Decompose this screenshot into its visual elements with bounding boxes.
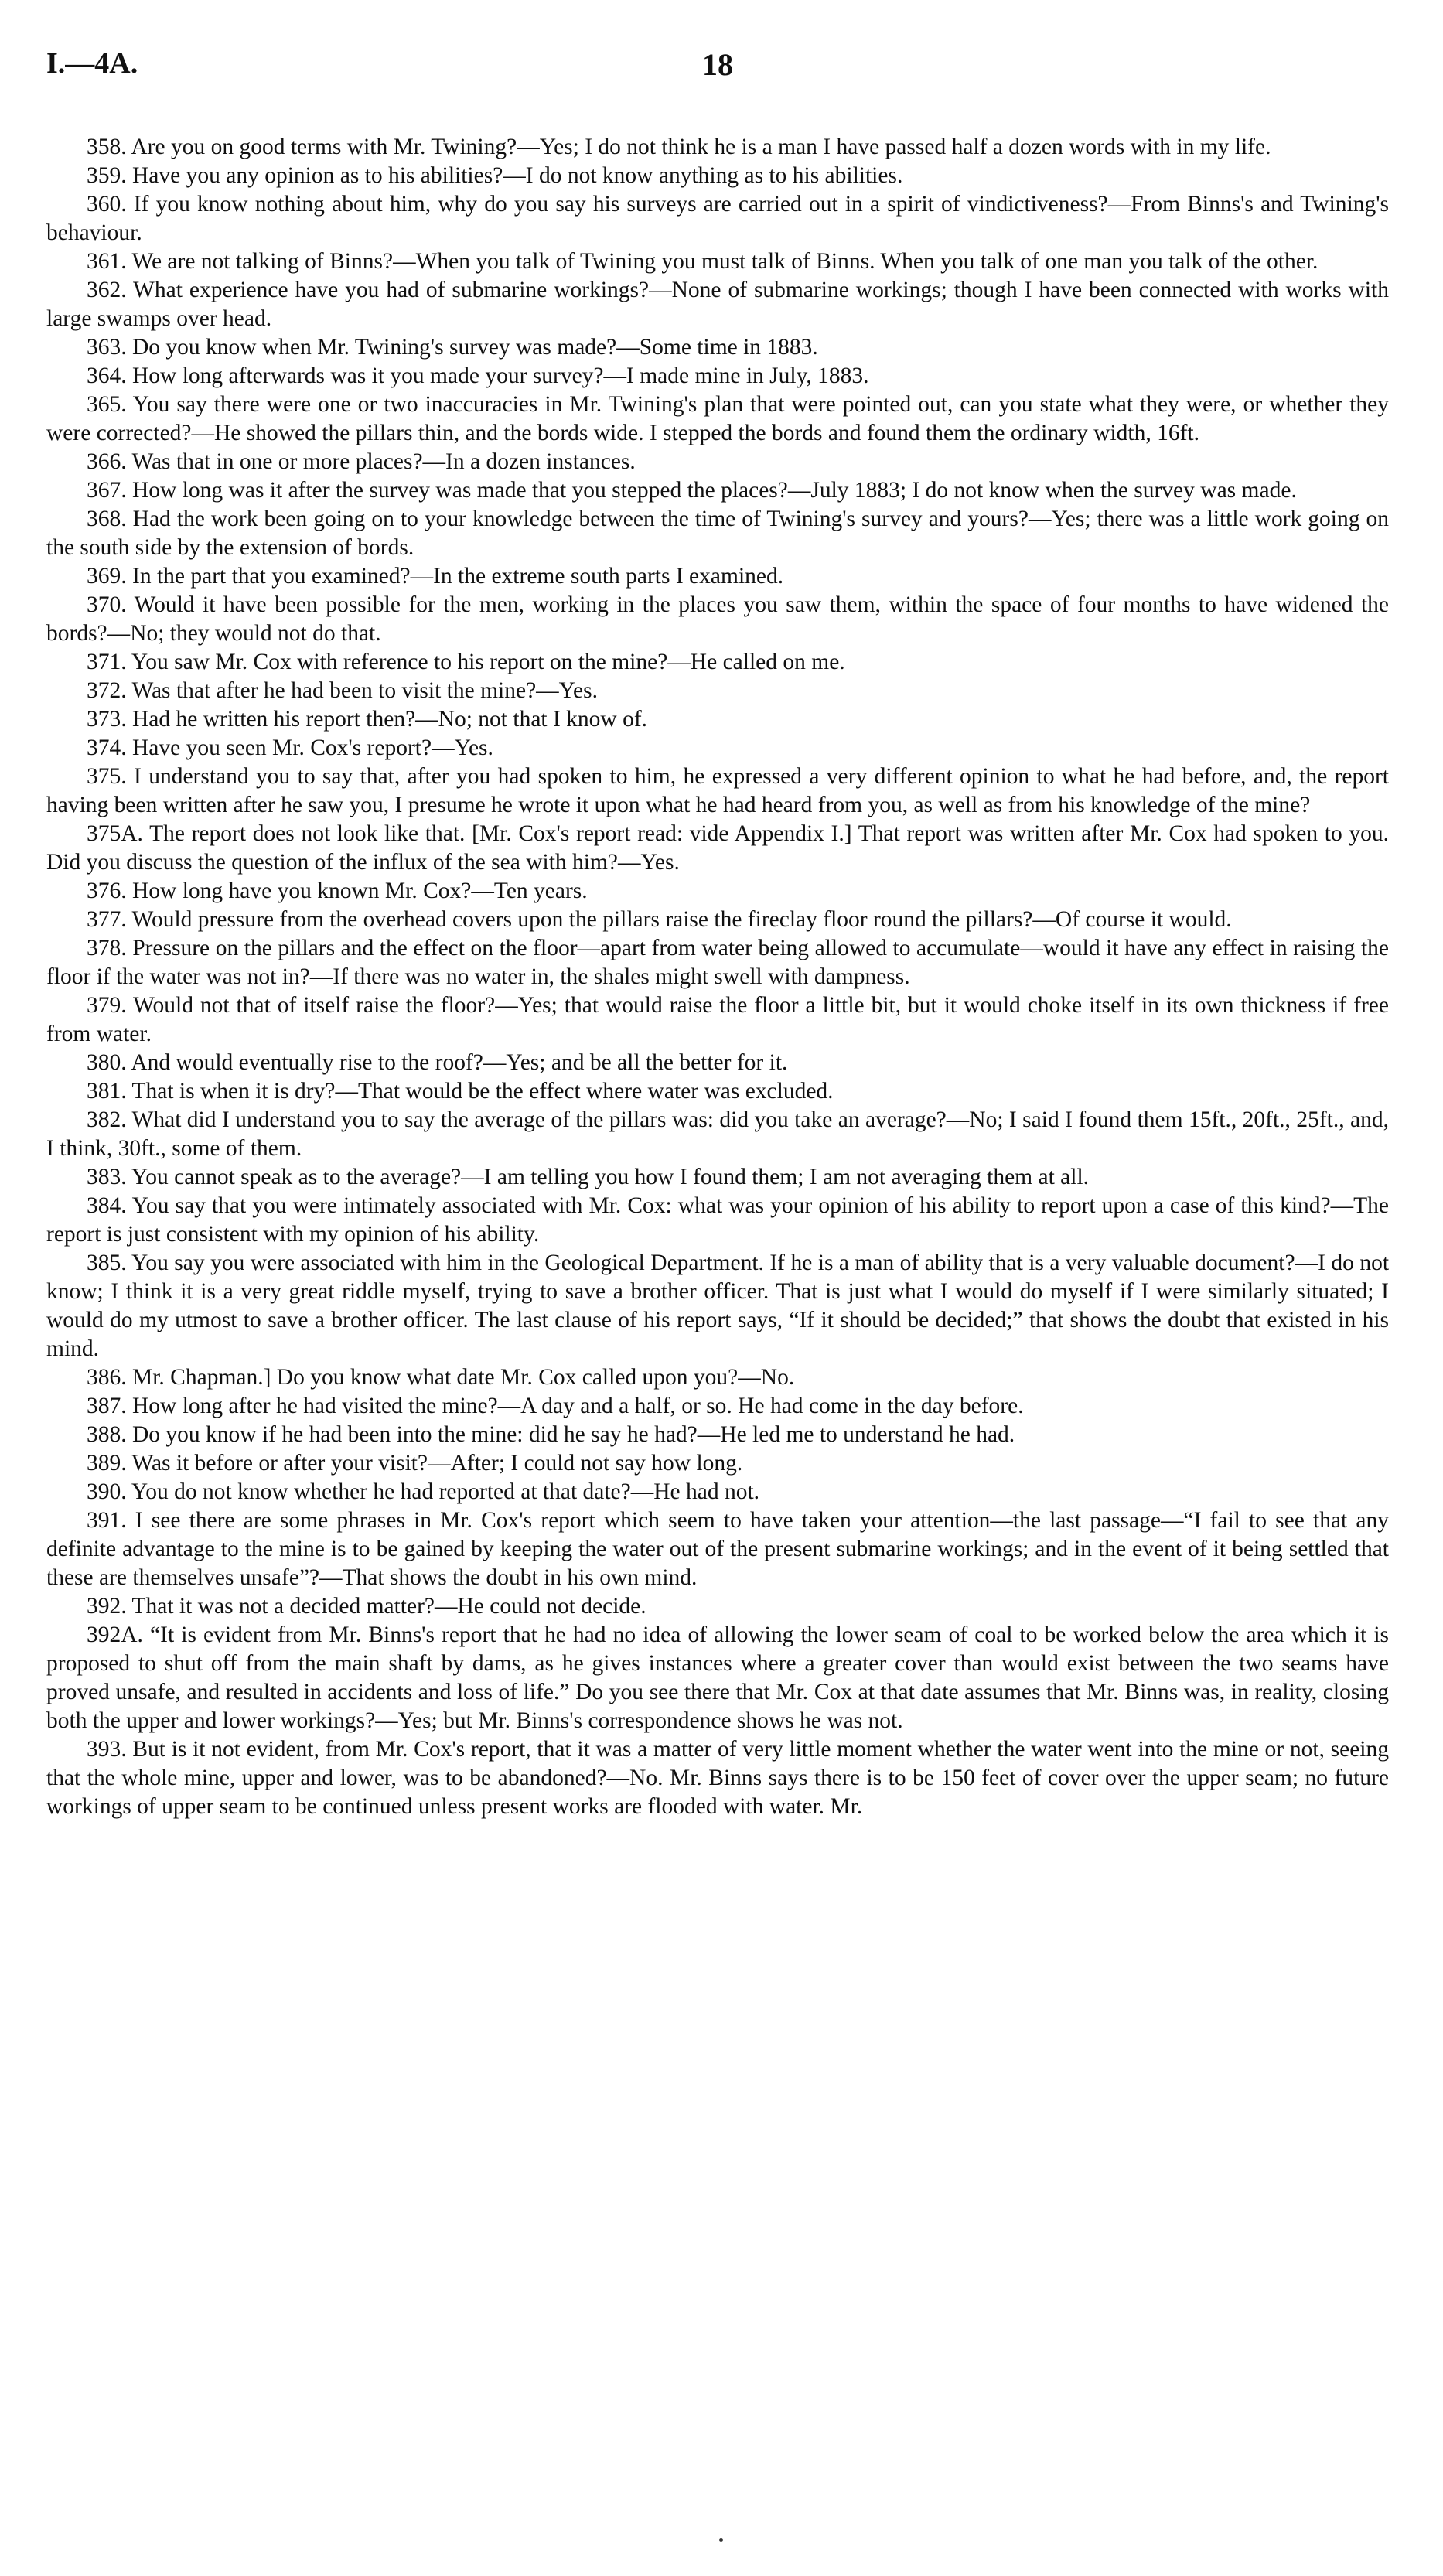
question-number: 365. xyxy=(87,392,127,417)
question-number: 380. xyxy=(87,1050,127,1075)
question-paragraph xyxy=(46,133,1389,162)
question-paragraph xyxy=(46,991,1389,1049)
question-paragraph xyxy=(46,1077,1389,1106)
question-text: You say you were associated with him in the Geological Department. If he is a man of ability that is a very valuable document?—I do not know; I think it is a very great riddle myself, trying to save a brother officer. That is just what I would do myself if I were similarly situated; I would do my utmost to save a brother officer. The last clause of his report says, “If it should be decided;” that shows the doubt that existed in his mind. xyxy=(46,1250,1390,1361)
question-number: 374. xyxy=(87,735,127,760)
question-number: 370. xyxy=(87,592,127,617)
question-number: 372. xyxy=(87,678,127,703)
question-number: 367. xyxy=(87,478,127,503)
question-paragraph xyxy=(46,391,1389,448)
question-number: 381. xyxy=(87,1079,127,1104)
question-text: I understand you to say that, after you had spoken to him, he expressed a very different opinion to what he had before, and, the report having been written after he saw you, I presume he wrote it upon what he had heard from you, as well as from his knowledge of the mine? xyxy=(46,764,1390,817)
question-paragraph xyxy=(46,1421,1389,1449)
question-number: 392. xyxy=(87,1594,127,1619)
question-number: 388. xyxy=(87,1422,127,1447)
question-number: 358. xyxy=(87,135,127,159)
question-paragraph xyxy=(46,562,1389,591)
question-paragraph xyxy=(46,1449,1389,1478)
question-paragraph xyxy=(46,1621,1389,1735)
question-number: 391. xyxy=(87,1508,127,1533)
question-paragraph xyxy=(46,1249,1389,1363)
footer-dot xyxy=(719,2538,723,2542)
question-paragraph xyxy=(46,677,1389,705)
question-text: How long have you known Mr. Cox?—Ten years. xyxy=(132,879,588,903)
question-text: What did I understand you to say the average of the pillars was: did you take an average?—No; I said I found them 15ft., 20ft., 25ft., and, I think, 30ft., some of them. xyxy=(46,1107,1389,1161)
question-paragraph xyxy=(46,1163,1389,1192)
question-paragraph xyxy=(46,1392,1389,1421)
question-number: 384. xyxy=(87,1193,127,1218)
question-text: And would eventually rise to the roof?—Yes; and be all the better for it. xyxy=(131,1050,788,1075)
question-paragraph xyxy=(46,1363,1389,1392)
question-paragraph xyxy=(46,362,1389,391)
question-text: The report does not look like that. [Mr. Cox's report read: vide Appendix I.] That report was written after Mr. Cox had spoken to you. Did you discuss the question of the influx of the sea with him?—Yes. xyxy=(46,821,1390,875)
question-number: 393. xyxy=(87,1737,127,1762)
question-paragraph xyxy=(46,190,1389,247)
question-paragraph xyxy=(46,505,1389,562)
question-number: 366. xyxy=(87,449,127,474)
question-paragraph xyxy=(46,333,1389,362)
question-number: 373. xyxy=(87,707,127,732)
question-number: 364. xyxy=(87,363,127,388)
question-number: 363. xyxy=(87,335,127,360)
question-paragraph xyxy=(46,476,1389,505)
question-text: Mr. Chapman.] Do you know what date Mr. Cox called upon you?—No. xyxy=(132,1365,795,1390)
question-number: 387. xyxy=(87,1394,127,1418)
question-number: 360. xyxy=(87,192,127,217)
question-text: Would not that of itself raise the floor?—Yes; that would raise the floor a little bit, but it would choke itself in its own thickness if free from water. xyxy=(46,993,1389,1046)
question-text: Had the work been going on to your knowledge between the time of Twining's survey and yours?—Yes; there was a little work going on the south side by the extension of bords. xyxy=(46,507,1390,560)
question-text: But is it not evident, from Mr. Cox's report, that it was a matter of very little moment whether the water went into the mine or not, seeing that the whole mine, upper and lower, was to be abandoned?—No. Mr. Binns says there is to be 150 feet of cover over the upper seam; no future workings of upper seam to be continued unless present works are flooded with water. Mr. xyxy=(46,1737,1390,1819)
testimony-body xyxy=(46,133,1389,1821)
question-number: 377. xyxy=(87,907,127,932)
question-number: 390. xyxy=(87,1479,127,1504)
question-paragraph xyxy=(46,763,1389,820)
question-text: Was that after he had been to visit the mine?—Yes. xyxy=(131,678,598,703)
question-text: Have you seen Mr. Cox's report?—Yes. xyxy=(132,735,493,760)
question-paragraph xyxy=(46,162,1389,190)
question-text: Are you on good terms with Mr. Twining?—Yes; I do not think he is a man I have passed half a dozen words with in my life. xyxy=(131,135,1271,159)
question-number: 378. xyxy=(87,936,127,960)
question-paragraph xyxy=(46,1478,1389,1506)
question-paragraph xyxy=(46,906,1389,934)
question-number: 369. xyxy=(87,564,127,589)
question-number: 385. xyxy=(87,1250,127,1275)
question-number: 383. xyxy=(87,1165,127,1189)
question-number: 362. xyxy=(87,278,127,302)
question-text: Have you any opinion as to his abilities?—I do not know anything as to his abilities. xyxy=(132,163,903,188)
question-text: That it was not a decided matter?—He could not decide. xyxy=(131,1594,646,1619)
question-text: I see there are some phrases in Mr. Cox's report which seem to have taken your attention—the last passage—“I fail to see that any definite advantage to the mine is to be gained by keeping the water out of the present submarine workings; and in the event of it being settled that these are themselves unsafe”?—That shows the doubt in his own mind. xyxy=(46,1508,1389,1590)
question-paragraph xyxy=(46,247,1389,276)
question-paragraph xyxy=(46,1106,1389,1163)
question-text: You do not know whether he had reported at that date?—He had not. xyxy=(131,1479,760,1504)
question-paragraph xyxy=(46,648,1389,677)
question-number: 376. xyxy=(87,879,127,903)
question-number: 379. xyxy=(87,993,127,1018)
question-text: Would it have been possible for the men, working in the places you saw them, within the space of four months to have widened the bords?—No; they would not do that. xyxy=(46,592,1389,646)
question-paragraph xyxy=(46,734,1389,763)
question-number: 375. xyxy=(87,764,127,789)
question-number: 386. xyxy=(87,1365,127,1390)
document-reference: I.—4A. xyxy=(46,47,138,80)
question-text: How long was it after the survey was made that you stepped the places?—July 1883; I do not know when the survey was made. xyxy=(132,478,1297,503)
question-text: Do you know when Mr. Twining's survey was made?—Some time in 1883. xyxy=(132,335,818,360)
question-text: If you know nothing about him, why do you say his surveys are carried out in a spirit of vindictiveness?—From Binns's and Twining's behaviour. xyxy=(46,192,1390,245)
question-text: Had he written his report then?—No; not that I know of. xyxy=(132,707,648,732)
question-number: 368. xyxy=(87,507,127,531)
question-paragraph xyxy=(46,820,1389,877)
question-paragraph xyxy=(46,934,1389,991)
question-text: Would pressure from the overhead covers upon the pillars raise the fireclay floor round the pillars?—Of course it would. xyxy=(131,907,1232,932)
question-text: Was that in one or more places?—In a dozen instances. xyxy=(131,449,636,474)
question-paragraph xyxy=(46,705,1389,734)
question-text: What experience have you had of submarine workings?—None of submarine workings; though I have been connected with works with large swamps over head. xyxy=(46,278,1389,331)
question-number: 382. xyxy=(87,1107,127,1132)
question-paragraph xyxy=(46,591,1389,648)
question-text: Do you know if he had been into the mine: did he say he had?—He led me to understand he had. xyxy=(132,1422,1015,1447)
question-text: That is when it is dry?—That would be the effect where water was excluded. xyxy=(131,1079,834,1104)
question-text: How long after he had visited the mine?—A day and a half, or so. He had come in the day before. xyxy=(132,1394,1024,1418)
question-text: You say there were one or two inaccuracies in Mr. Twining's plan that were pointed out, can you state what they were, or whether they were corrected?—He showed the pillars thin, and the bords wide. I stepped the bords and found them the ordinary width, 16ft. xyxy=(46,392,1389,445)
question-text: You say that you were intimately associated with Mr. Cox: what was your opinion of his ability to report upon a case of this kind?—The report is just consistent with my opinion of his ability. xyxy=(46,1193,1389,1247)
question-number: 371. xyxy=(87,650,127,674)
question-text: Was it before or after your visit?—After; I could not say how long. xyxy=(131,1451,743,1476)
question-paragraph xyxy=(46,276,1389,333)
question-paragraph xyxy=(46,1049,1389,1077)
question-paragraph xyxy=(46,448,1389,476)
question-text: Pressure on the pillars and the effect on the floor—apart from water being allowed to accumulate—would it have any effect in raising the floor if the water was not in?—If there was no water in, the shales might swell with dampness. xyxy=(46,936,1390,989)
question-text: You saw Mr. Cox with reference to his report on the mine?—He called on me. xyxy=(131,650,845,674)
question-number: 392A. xyxy=(87,1622,143,1647)
question-paragraph xyxy=(46,1192,1389,1249)
question-text: “It is evident from Mr. Binns's report that he had no idea of allowing the lower seam of coal to be worked below the area which it is proposed to shut off from the main shaft by dams, as he gives instances where a greater cover than would exist between the two seams have proved unsafe, and resulted in accidents and loss of life.” Do you see there that Mr. Cox at that date assumes that Mr. Binns was, in reality, closing both the upper and lower workings?—Yes; but Mr. Binns's correspondence shows he was not. xyxy=(46,1622,1389,1733)
question-paragraph xyxy=(46,877,1389,906)
question-number: 389. xyxy=(87,1451,127,1476)
question-text: We are not talking of Binns?—When you talk of Twining you must talk of Binns. When you talk of one man you talk of the other. xyxy=(131,249,1318,274)
question-paragraph xyxy=(46,1735,1389,1821)
question-number: 361. xyxy=(87,249,127,274)
question-text: How long afterwards was it you made your survey?—I made mine in July, 1883. xyxy=(132,363,869,388)
question-paragraph xyxy=(46,1592,1389,1621)
question-text: In the part that you examined?—In the extreme south parts I examined. xyxy=(132,564,784,589)
page-number: 18 xyxy=(702,47,733,82)
question-paragraph xyxy=(46,1506,1389,1592)
question-text: You cannot speak as to the average?—I am telling you how I found them; I am not averaging them at all. xyxy=(131,1165,1090,1189)
question-number: 375A. xyxy=(87,821,143,846)
page-header xyxy=(46,46,1389,102)
question-number: 359. xyxy=(87,163,127,188)
